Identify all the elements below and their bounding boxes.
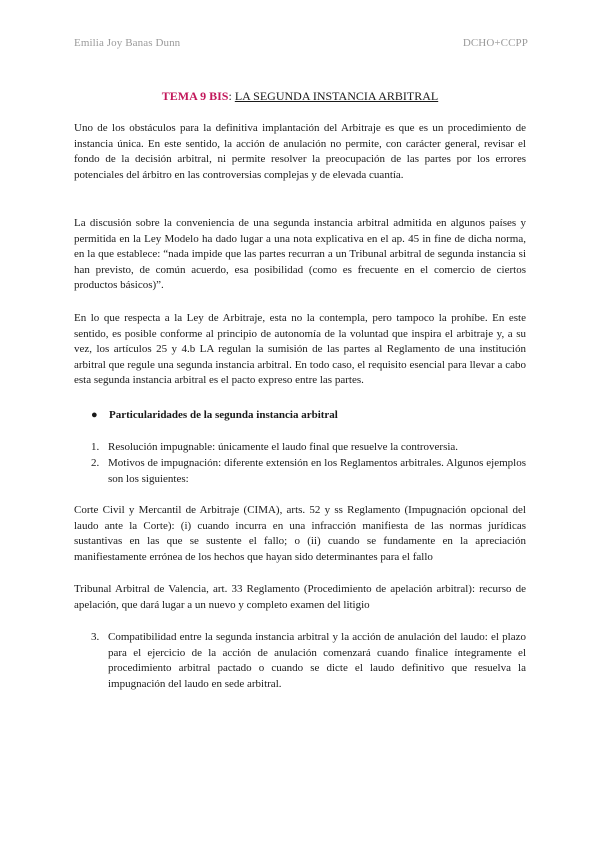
section-heading-text: Particularidades de la segunda instancia arbitral xyxy=(109,409,338,421)
paragraph-discussion: La discusión sobre la conveniencia de una segunda instancia arbitral admitida en algunos países y permitida en la Ley Modelo ha dado lugar a una nota explicativa en el ap. 45 in fine de dicha norma, en la que establece: “nada impide que las partes recurran a un Tribunal arbitral de segunda instancia si han previsto, de común acuerdo, esa posibilidad (como es frecuente en el comercio de ciertos productos básicos)”. xyxy=(74,217,526,292)
list-item-text: Motivos de impugnación: diferente extensión en los Reglamentos arbitrales. Algunos ejemplos son los siguientes: xyxy=(108,457,526,485)
paragraph-intro: Uno de los obstáculos para la definitiva implantación del Arbitraje es que es un procedimiento de instancia única. En este sentido, la acción de anulación no permite, con carácter general, revisar el fondo de la decisión arbitral, ni permite resolver la preocupación de las partes por los errores potenciales del árbitro en las controversias complejas y de elevada cuantía. xyxy=(74,122,526,181)
section-heading xyxy=(91,408,521,424)
list-item-text: Compatibilidad entre la segunda instancia arbitral y la acción de anulación del laudo: el plazo para el ejercicio de la acción de anulación comenzará cuando finalice íntegramente el procedimiento arbitral pactado o cuando se dicte el laudo definitivo que resuelva la impugnación del laudo en sede arbitral. xyxy=(108,631,526,690)
list-item-number: 2. xyxy=(91,457,100,469)
page-title xyxy=(0,89,600,104)
bullet-icon: ● xyxy=(91,409,98,421)
list-item-number: 1. xyxy=(91,441,100,453)
list-item-text: Resolución impugnable: únicamente el laudo final que resuelve la controversia. xyxy=(108,441,459,453)
title-number: TEMA 9 BIS xyxy=(161,89,229,103)
title-separator: : xyxy=(228,89,235,103)
header-course: DCHO+CCPP xyxy=(462,37,528,49)
list-item-number: 3. xyxy=(91,631,100,643)
example-valencia: Tribunal Arbitral de Valencia, art. 33 Reglamento (Procedimiento de apelación arbitral): recurso de apelación, que dará lugar a un nuevo y completo examen del litigio xyxy=(74,583,526,611)
example-cima: Corte Civil y Mercantil de Arbitraje (CIMA), arts. 52 y ss Reglamento (Impugnación opcional del laudo ante la Corte): (i) cuando incurra en una infracción manifiesta de las normas jurídicas sustantivas en las que se sustente el fallo; o (ii) cuando se fundamente en la apreciación manifiestamente errónea de los hechos que hayan sido determinantes para el fallo xyxy=(74,504,526,563)
paragraph-ley-arbitraje: En lo que respecta a la Ley de Arbitraje, esta no la contempla, pero tampoco la prohíbe. En este sentido, es posible conforme al principio de autonomía de la voluntad que inspira el arbitraje y, a su vez, los artículos 25 y 4.b LA regulan la sumisión de las partes al Reglamento de una institución arbitral que regule una segunda instancia arbitral. En todo caso, el requisito esencial para llevar a cabo esta segunda instancia arbitral es el pacto expreso entre las partes. xyxy=(74,312,526,387)
title-text: LA SEGUNDA INSTANCIA ARBITRAL xyxy=(234,89,439,103)
header-author: Emilia Joy Banas Dunn xyxy=(74,37,181,49)
